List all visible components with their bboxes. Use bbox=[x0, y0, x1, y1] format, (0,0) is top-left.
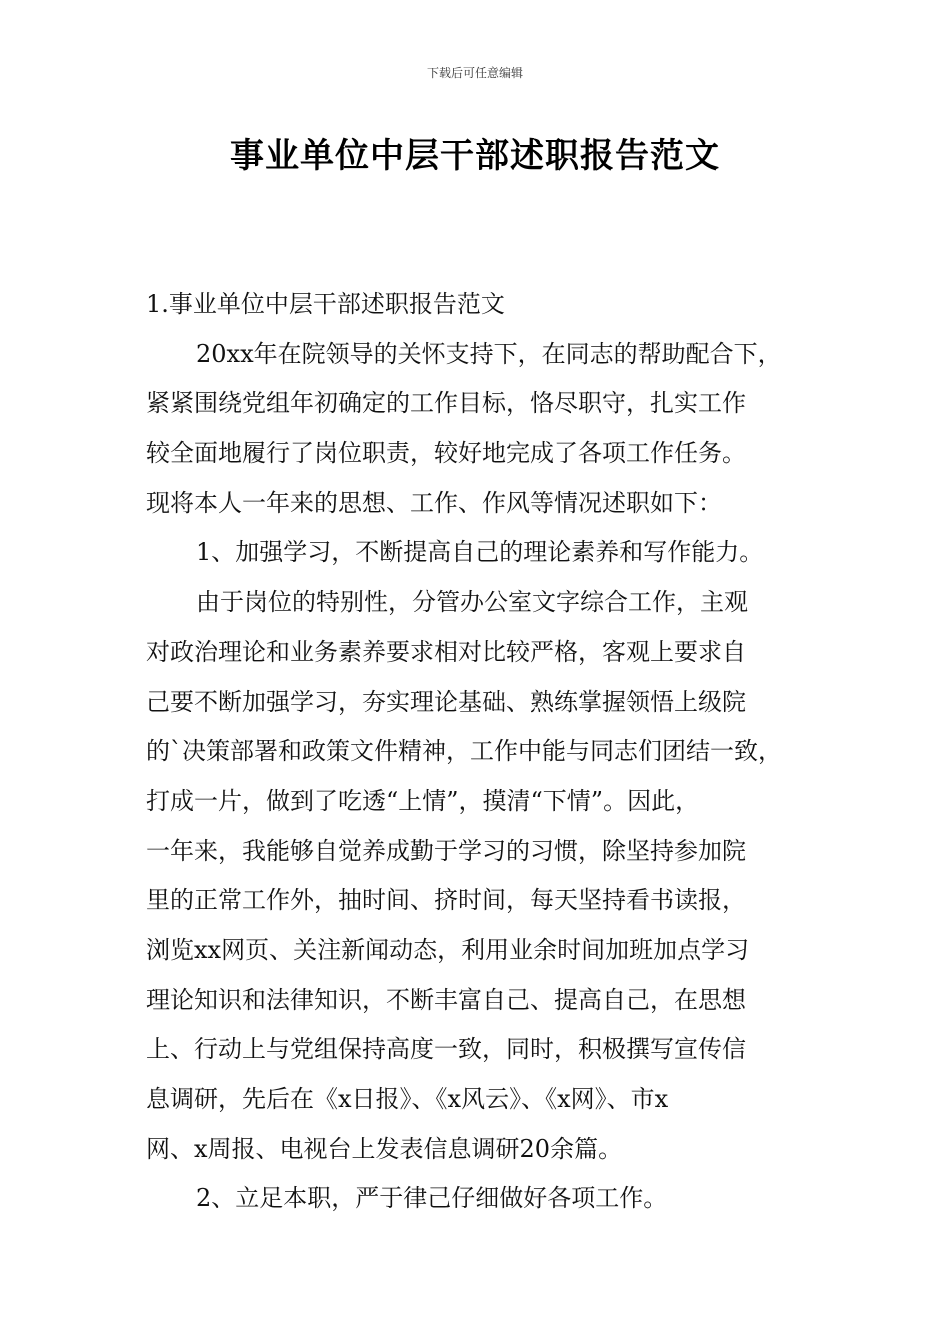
paragraph-line: 现将本人一年来的思想、工作、作风等情况述职如下： bbox=[146, 488, 722, 517]
paragraph-line: 2、立足本职，严于律己仔细做好各项工作。 bbox=[196, 1184, 668, 1213]
paragraph-line: 的`决策部署和政策文件精神，工作中能与同志们团结一致， bbox=[146, 737, 782, 766]
paragraph-line: 紧紧围绕党组年初确定的工作目标，恪尽职守，扎实工作 bbox=[146, 389, 746, 418]
paragraph-line: 网、x周报、电视台上发表信息调研20余篇。 bbox=[146, 1134, 623, 1163]
paragraph-line: 理论知识和法律知识，不断丰富自己、提高自己，在思想 bbox=[146, 985, 746, 1014]
document-title: 事业单位中层干部述职报告范文 bbox=[230, 136, 720, 176]
paragraph-line: 1、加强学习，不断提高自己的理论素养和写作能力。 bbox=[196, 538, 764, 567]
header-note: 下载后可任意编辑 bbox=[426, 66, 523, 80]
paragraph-line: 由于岗位的特别性，分管办公室文字综合工作，主观 bbox=[196, 588, 748, 617]
paragraph-line: 一年来，我能够自觉养成勤于学习的习惯，除坚持参加院 bbox=[146, 836, 746, 865]
paragraph-line: 20xx年在院领导的关怀支持下，在同志的帮助配合下， bbox=[196, 339, 782, 368]
document-body bbox=[146, 280, 836, 1224]
paragraph-line: 浏览xx网页、关注新闻动态，利用业余时间加班加点学习 bbox=[146, 935, 750, 964]
paragraph-line: 里的正常工作外，抽时间、挤时间，每天坚持看书读报， bbox=[146, 886, 746, 915]
paragraph-line: 息调研，先后在《x日报》、《x风云》、《x网》、市x bbox=[146, 1085, 669, 1113]
paragraph-line: 己要不断加强学习，夯实理论基础、熟练掌握领悟上级院 bbox=[146, 687, 746, 716]
paragraph-line: 对政治理论和业务素养要求相对比较严格，客观上要求自 bbox=[146, 637, 746, 666]
paragraph-line: 1.事业单位中层干部述职报告范文 bbox=[146, 290, 505, 318]
paragraph-line: 较全面地履行了岗位职责，较好地完成了各项工作任务。 bbox=[146, 439, 746, 468]
paragraph-line: 打成一片，做到了吃透“上情”，摸清“下情”。因此， bbox=[146, 786, 700, 815]
paragraph-line: 上、行动上与党组保持高度一致，同时，积极撰写宣传信 bbox=[146, 1035, 746, 1064]
